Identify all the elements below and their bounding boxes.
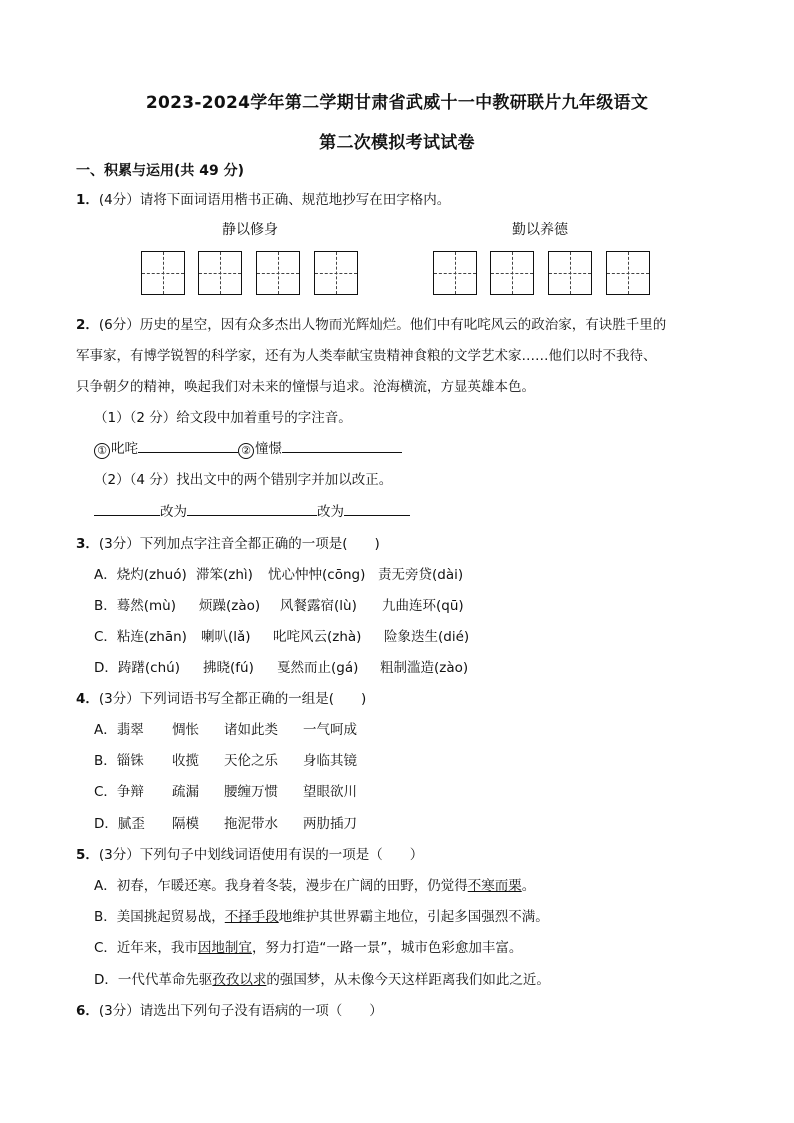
- option-text: D．一代代革命先驱: [94, 972, 213, 988]
- option-b-3: 天伦之乐: [224, 753, 278, 769]
- tianzige-box[interactable]: [314, 251, 358, 295]
- option-a-1: A．翡翠: [94, 722, 144, 738]
- paragraph-text: (6分）历史的星空，因有众多杰出人物而光辉灿烂。他们中有叱咤风云的政治家，有诀胜千里的: [98, 317, 667, 333]
- option-c-4: 望眼欲川: [303, 784, 357, 800]
- question-2-line1: [76, 313, 666, 333]
- option-text: 。: [521, 878, 536, 894]
- underlined-phrase: 不择手段: [224, 909, 279, 925]
- option-c-2: 疏漏: [172, 784, 199, 800]
- option-b-2: 烦躁(zào): [199, 598, 261, 614]
- option-d: [94, 968, 550, 988]
- gaiwei-label: 改为: [160, 504, 187, 520]
- option-d-1: D．腻歪: [94, 816, 145, 832]
- question-number: 3．: [76, 536, 99, 552]
- option-text: C．近年来，我市: [94, 940, 198, 956]
- option-d-3: 拖泥带水: [224, 816, 278, 832]
- question-text: (3分）请选出下列句子没有语病的一项（ ）: [98, 1003, 383, 1019]
- correction-answer-row: [94, 500, 410, 520]
- question-2-line3: 只争朝夕的精神，唤起我们对未来的憧憬与追求。沧海横流，方显英雄本色。: [76, 379, 535, 395]
- tianzige-box[interactable]: [433, 251, 477, 295]
- tianzige-box[interactable]: [606, 251, 650, 295]
- option-c-2: 喇叭(lǎ): [201, 629, 251, 645]
- option-a-1: A．烧灼(zhuó): [94, 567, 187, 583]
- answer-blank[interactable]: [282, 438, 402, 453]
- option-b-3: 风餐露宿(lù): [280, 598, 357, 614]
- question-text: (3分）下列加点字注音全都正确的一项是( ): [98, 536, 380, 552]
- question-6: [76, 999, 383, 1019]
- pinyin-answer-row: [94, 437, 402, 459]
- option-a-3: 诸如此类: [224, 722, 278, 738]
- option-d-4: 粗制滥造(zào): [380, 660, 469, 676]
- question-number: 2．: [76, 317, 99, 333]
- underlined-phrase: 孜孜以求: [212, 972, 267, 988]
- question-text: (4分）请将下面词语用楷书正确、规范地抄写在田字格内。: [98, 192, 451, 208]
- answer-blank[interactable]: [94, 501, 160, 516]
- copy-word-2: 勤以养德: [512, 222, 568, 238]
- question-number: 4．: [76, 691, 99, 707]
- tianzige-box[interactable]: [141, 251, 185, 295]
- answer-blank[interactable]: [138, 438, 238, 453]
- option-d-2: 拂晓(fú): [203, 660, 254, 676]
- option-b-1: B．锱铢: [94, 753, 144, 769]
- circled-number: ①: [94, 443, 110, 459]
- tianzige-box[interactable]: [490, 251, 534, 295]
- option-d-3: 戛然而止(gá): [277, 660, 359, 676]
- section-heading: 一、积累与运用(共 49 分): [76, 163, 245, 179]
- option-b-4: 身临其镜: [303, 753, 357, 769]
- question-1: [76, 188, 450, 208]
- exam-title-line2: 第二次模拟考试试卷: [319, 133, 475, 153]
- option-text: ，努力打造“一路一景”，城市色彩愈加丰富。: [251, 940, 523, 956]
- question-2-line2: 军事家，有博学锐智的科学家，还有为人类奉献宝贵精神食粮的文学艺术家……他们以时不我待、: [76, 348, 657, 364]
- answer-blank[interactable]: [344, 501, 410, 516]
- exam-title-line1: 2023-2024学年第二学期甘肃省武威十一中教研联片九年级语文: [145, 93, 649, 113]
- option-text: 的强国梦，从未像今天这样距离我们如此之近。: [266, 972, 550, 988]
- option-a-2: 惆怅: [172, 722, 199, 738]
- question-number: 5．: [76, 847, 99, 863]
- option-d-4: 两肋插刀: [303, 816, 357, 832]
- option-b: [94, 905, 549, 925]
- option-d-2: 隔模: [172, 816, 199, 832]
- answer-blank[interactable]: [187, 501, 317, 516]
- question-4: [76, 687, 366, 707]
- question-text: (3分）下列词语书写全都正确的一组是( ): [98, 691, 367, 707]
- word-chizha: 叱咤: [111, 441, 138, 457]
- option-c: [94, 936, 522, 956]
- subquestion-2-1: （1）（2 分）给文段中加着重号的字注音。: [94, 410, 352, 426]
- tianzige-box[interactable]: [548, 251, 592, 295]
- word-chongjing: 憧憬: [255, 441, 282, 457]
- copy-word-1: 静以修身: [222, 222, 278, 238]
- option-b-1: B．蓦然(mù): [94, 598, 177, 614]
- option-text: B．美国挑起贸易战，: [94, 909, 225, 925]
- subquestion-2-2: （2）（4 分）找出文中的两个错别字并加以改正。: [94, 472, 393, 488]
- option-a-4: 一气呵成: [303, 722, 357, 738]
- option-d-1: D．踌躇(chú): [94, 660, 180, 676]
- option-a-3: 忧心忡忡(cōng): [268, 567, 366, 583]
- option-c-1: C．粘连(zhān): [94, 629, 187, 645]
- option-c-1: C．争辩: [94, 784, 144, 800]
- underlined-phrase: 因地制宜: [197, 940, 252, 956]
- question-5: [76, 843, 423, 863]
- circled-number: ②: [238, 443, 254, 459]
- option-c-3: 叱咤风云(zhà): [273, 629, 362, 645]
- option-text: A．初春，乍暖还寒。我身着冬装，漫步在广阔的田野，仍觉得: [94, 878, 468, 894]
- question-number: 6．: [76, 1003, 99, 1019]
- option-a-4: 责无旁贷(dài): [378, 567, 464, 583]
- option-text: 地维护其世界霸主地位，引起多国强烈不满。: [278, 909, 549, 925]
- question-text: (3分）下列句子中划线词语使用有误的一项是（ ）: [98, 847, 424, 863]
- tianzige-box[interactable]: [256, 251, 300, 295]
- option-c-4: 险象迭生(dié): [384, 629, 470, 645]
- question-3: [76, 532, 380, 552]
- option-c-3: 腰缠万惯: [224, 784, 278, 800]
- underlined-phrase: 不寒而栗: [467, 878, 522, 894]
- option-b-2: 收揽: [172, 753, 199, 769]
- gaiwei-label: 改为: [317, 504, 344, 520]
- tianzige-box[interactable]: [198, 251, 242, 295]
- option-b-4: 九曲连环(qū): [382, 598, 464, 614]
- option-a-2: 滞笨(zhì): [196, 567, 253, 583]
- option-a: [94, 874, 535, 894]
- question-number: 1．: [76, 192, 99, 208]
